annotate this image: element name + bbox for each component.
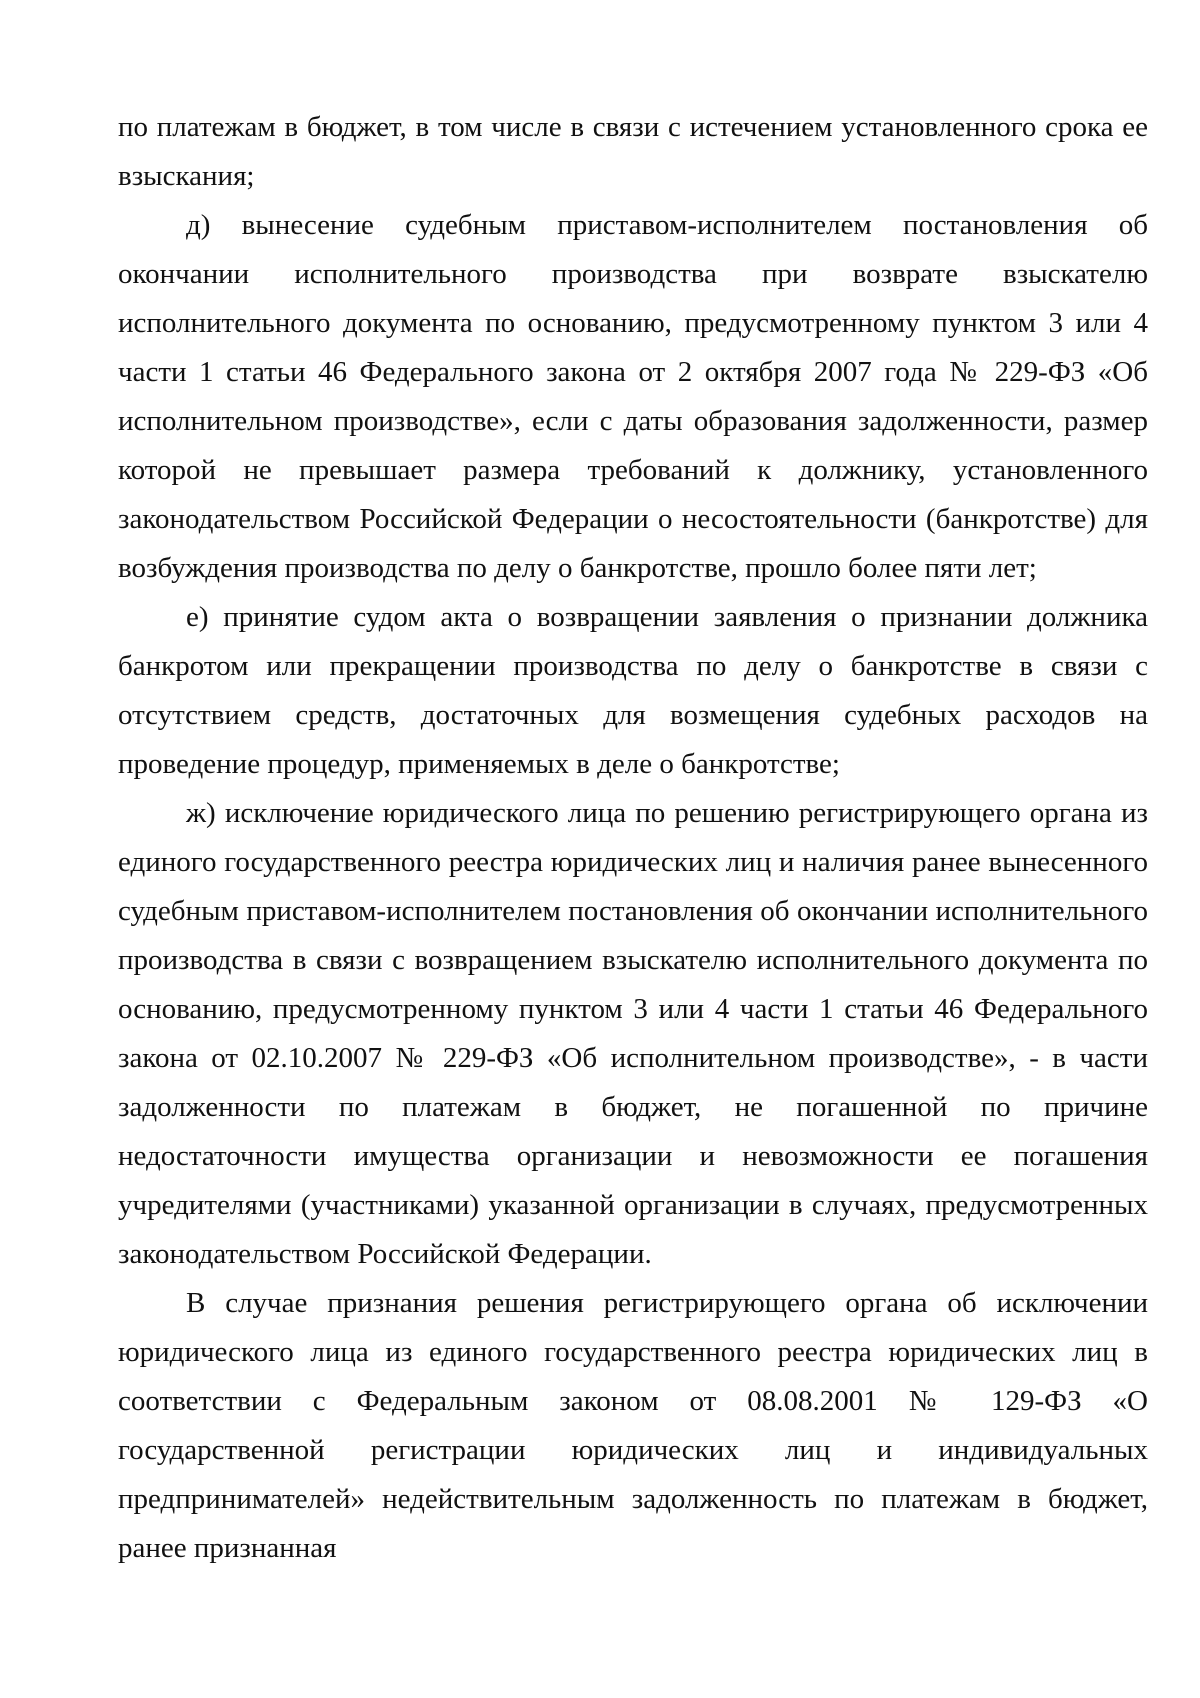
paragraph-item-e: е) принятие судом акта о возвращении заявления о признании должника банкротом или прекращении производства по делу о банкротстве в связи с отсутствием средств, достаточных для возмещения судебных расходов на проведение процедур, применяемых в деле о банкротстве; [118,601,1148,780]
paragraph-continuation: по платежам в бюджет, в том числе в связи с истечением установленного срока ее взыскания; [118,111,1148,192]
paragraph-invalidation-case: В случае признания решения регистрирующего органа об исключении юридического лица из единого государственного реестра юридических лиц в соответствии с Федеральным законом от 08.08.2001 № 129-ФЗ «О государственной регистрации юридических лиц и индивидуальных предпринимателей» недействительным задолженность по платежам в бюджет, ранее признанная [118,1287,1148,1564]
paragraph-item-zh: ж) исключение юридического лица по решению регистрирующего органа из единого государственного реестра юридических лиц и наличия ранее вынесенного судебным приставом-исполнителем постановления об окончании исполнительного производства в связи с возвращением взыскателю исполнительного документа по основанию, предусмотренному пунктом 3 или 4 части 1 статьи 46 Федерального закона от 02.10.2007 № 229-ФЗ «Об исполнительном производстве», - в части задолженности по платежам в бюджет, не погашенной по причине недостаточности имущества организации и невозможности ее погашения учредителями (участниками) указанной организации в случаях, предусмотренных законодательством Российской Федерации. [118,797,1148,1270]
document-body [118,103,1148,1573]
paragraph-item-d: д) вынесение судебным приставом-исполнителем постановления об окончании исполнительного производства при возврате взыскателю исполнительного документа по основанию, предусмотренному пунктом 3 или 4 части 1 статьи 46 Федерального закона от 2 октября 2007 года № 229-ФЗ «Об исполнительном производстве», если с даты образования задолженности, размер которой не превышает размера требований к должнику, установленного законодательством Российской Федерации о несостоятельности (банкротстве) для возбуждения производства по делу о банкротстве, прошло более пяти лет; [118,209,1148,584]
